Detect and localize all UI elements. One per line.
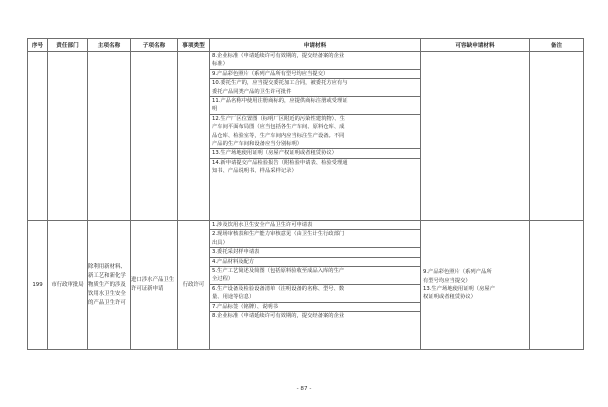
header-alternatives: 可容缺申请材料 — [421, 39, 530, 52]
row-dept: 市行政审批局 — [48, 221, 88, 350]
material-line: 11.产品名称中使用注册商标的，应提供商标注册或受理证 — [212, 98, 348, 105]
material-line: 6.生产设备及检验设备清单（注明设备的名称、型号、数 — [212, 285, 345, 292]
material-line: 品仓库、检验室等，生产车间内应当标注生产设备。不同 — [212, 132, 345, 139]
material-line: 量、用途等信息） — [210, 293, 420, 302]
header-dept: 责任部门 — [48, 39, 88, 52]
material-line: 产品的生产车间和设备应当分别标明） — [210, 140, 420, 149]
alternatives-cell — [421, 221, 530, 350]
material-line: 10.委托生产的，应当提交委托加工合同，被委托方应有与 — [212, 80, 348, 87]
material-line: 产车间平面布局图（应当包括各生产车间、原料仓库、成 — [212, 124, 345, 131]
material-line: 知书、产品说明书、样品采样记录） — [212, 168, 297, 175]
material-line: 出具） — [210, 239, 420, 248]
row-type: 行政许可 — [178, 221, 210, 350]
alternative-line: 权证明或者租赁协议） — [423, 294, 476, 301]
material-line: 3.委托采封样申请表 — [210, 248, 420, 257]
materials-cell — [210, 221, 421, 350]
header-remarks: 备注 — [530, 39, 584, 52]
header-subitem: 子项名称 — [131, 39, 178, 52]
header-item: 主项名称 — [88, 39, 131, 52]
material-line: 全过程） — [210, 275, 420, 284]
material-line: 8.企业标准（申请延续许可有效期的，提交经备案的企业 — [212, 313, 345, 320]
row-index: 199 — [28, 221, 48, 350]
materials-table — [27, 38, 584, 350]
row-item-name: 除利用新材料、新工艺和新化学物质生产的涉及饮用水卫生安全的产品卫生许可 — [88, 221, 131, 350]
material-line: 委托产品同类产品的卫生许可批件 — [210, 88, 420, 97]
material-line: 1.涉及饮用水卫生安全产品卫生许可申请表 — [210, 221, 420, 230]
header-type: 事项类型 — [178, 39, 210, 52]
material-line: 14.新申请提交产品检验报告（附检验申请表、检验受理通 — [212, 159, 348, 166]
row-subitem-name: 进口涉水产品卫生许可证新申请 — [131, 221, 178, 350]
material-line: 12.生产厂区位置图（标明厂区附近的污染性建筑物）、生 — [212, 115, 345, 122]
material-line: 标准） — [210, 60, 420, 69]
material-line: 明 — [210, 105, 420, 114]
material-line: 9.产品彩色照片（系列产品所有型号均应当提交） — [210, 70, 420, 79]
page-number: - 87 - — [296, 386, 312, 392]
table-header-row — [28, 39, 584, 52]
header-index: 序号 — [28, 39, 48, 52]
table-row — [28, 221, 584, 350]
materials-cell — [210, 52, 421, 221]
alternative-line: 13.生产场地使用证明（房屋产 — [423, 286, 495, 292]
material-line: 5.生产工艺简述及简图（包括原料验收至成品入库的生产 — [212, 268, 345, 275]
remarks-cell — [530, 221, 584, 350]
header-materials: 申请材料 — [210, 39, 421, 52]
material-line: 13.生产场地使用证明（房屋产权证明或者租赁协议） — [210, 149, 420, 158]
alternative-line: 有型号均应当提交） — [423, 277, 471, 284]
material-line: 2.现场审核表和生产能力审核意见（由卫生计生行政部门 — [212, 231, 345, 238]
alternative-line: 9.产品彩色照片（系列产品所 — [423, 269, 492, 276]
material-line: 7.产品标签（铭牌）、说明书 — [210, 303, 420, 312]
table-row — [28, 52, 584, 221]
material-line: 4.产品材料及配方 — [210, 258, 420, 267]
material-line: 8.企业标准（申请延续许可有效期的，提交经备案的企业 — [212, 53, 345, 59]
